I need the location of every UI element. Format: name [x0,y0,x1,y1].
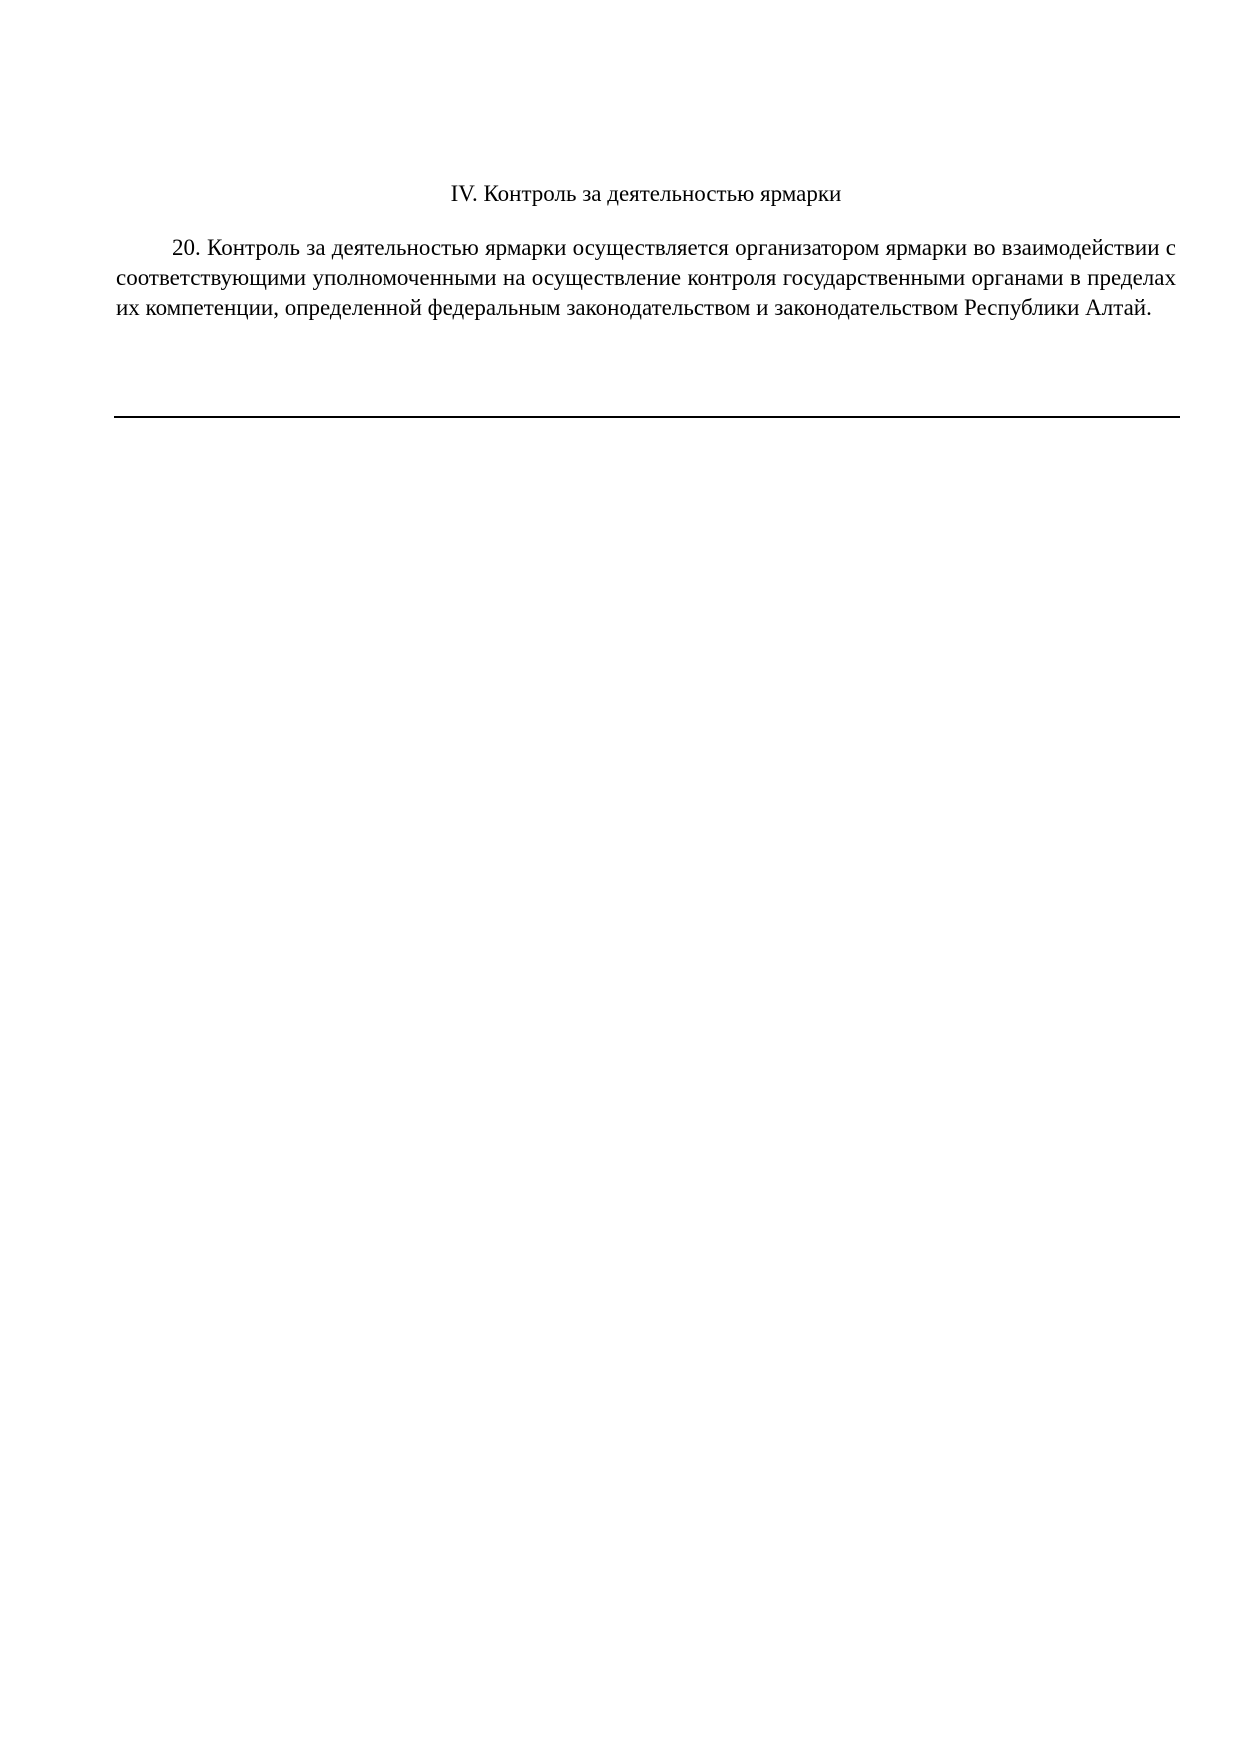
horizontal-divider [114,416,1180,418]
section-heading: IV. Контроль за деятельностью ярмарки [450,181,842,206]
paragraph-20: 20. Контроль за деятельностью ярмарки осуществляется организатором ярмарки во взаимодействии с соответствующими уполномоченными на осуществление контроля государственными органами в пределах их компетенции, определенной федеральным законодательством и законодательством Республики Алтай. [116,235,1176,320]
